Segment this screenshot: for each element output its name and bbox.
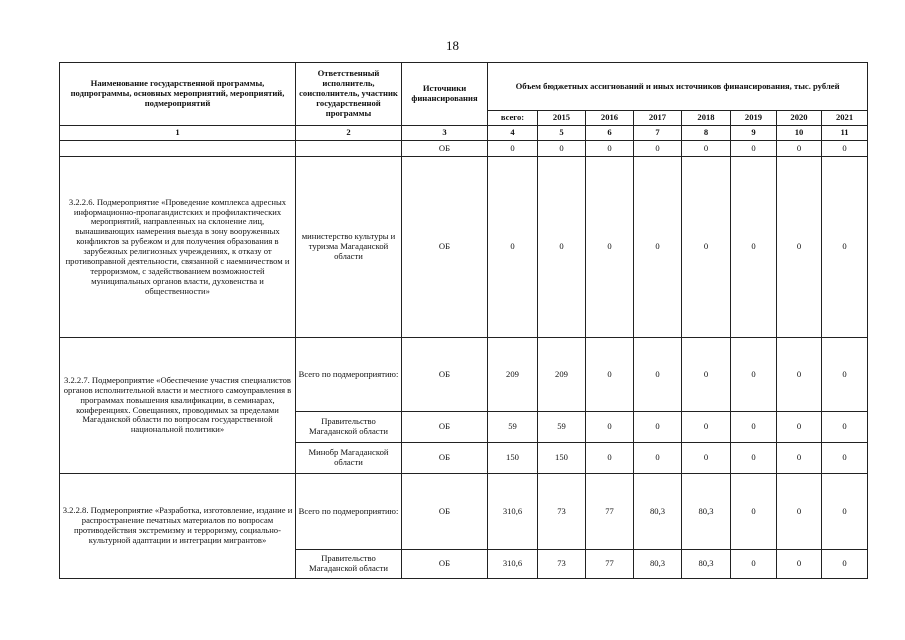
program-name-cell (60, 141, 296, 157)
executor-cell (296, 141, 402, 157)
value-cell: 0 (731, 141, 777, 157)
value-cell: 77 (586, 550, 634, 579)
value-cell: 73 (538, 474, 586, 550)
header-year-2017: 2017 (634, 111, 682, 126)
value-cell: 0 (634, 338, 682, 412)
value-cell: 0 (682, 157, 731, 338)
value-cell: 0 (777, 157, 822, 338)
program-name-cell: 3.2.2.8. Подмероприятие «Разработка, изготовление, издание и распространение печатных материалов по вопросам противодействия экстремизму и терроризму, социально-культурной адаптации и интеграции мигрантов» (60, 474, 296, 579)
value-cell: 0 (586, 443, 634, 474)
value-cell: 0 (682, 412, 731, 443)
budget-table (59, 62, 868, 579)
value-cell: 0 (586, 338, 634, 412)
value-cell: 209 (488, 338, 538, 412)
column-number: 2 (296, 126, 402, 141)
value-cell: 150 (488, 443, 538, 474)
header-year-2021: 2021 (822, 111, 868, 126)
value-cell: 0 (586, 141, 634, 157)
value-cell: 0 (822, 443, 868, 474)
column-number: 10 (777, 126, 822, 141)
value-cell: 0 (731, 474, 777, 550)
funding-source-cell: ОБ (402, 157, 488, 338)
value-cell: 0 (777, 443, 822, 474)
program-name-cell: 3.2.2.7. Подмероприятие «Обеспечение участия специалистов органов исполнительной власти и местного самоуправления в программах повышения квалификации, в семинарах, конференциях. Совещаниях, проводимых за пределами Магаданской области по вопросам государственной национальной политики» (60, 338, 296, 474)
funding-source-cell: ОБ (402, 412, 488, 443)
funding-source-cell: ОБ (402, 474, 488, 550)
header-budget-volume: Объем бюджетных ассигнований и иных источников финансирования, тыс. рублей (488, 63, 868, 111)
value-cell: 0 (488, 157, 538, 338)
value-cell: 0 (731, 338, 777, 412)
executor-cell: Минобр Магаданской области (296, 443, 402, 474)
value-cell: 0 (822, 474, 868, 550)
executor-cell: Всего по подмероприятию: (296, 338, 402, 412)
value-cell: 0 (777, 550, 822, 579)
value-cell: 0 (822, 550, 868, 579)
value-cell: 0 (682, 443, 731, 474)
value-cell: 0 (586, 412, 634, 443)
value-cell: 0 (731, 412, 777, 443)
value-cell: 80,3 (682, 474, 731, 550)
column-number: 7 (634, 126, 682, 141)
program-name-cell: 3.2.2.6. Подмероприятие «Проведение комплекса адресных информационно-пропагандистских и профилактических мероприятий, направленных на склонение лиц, вынашивающих намерения выезда в зону вооруженных конфликтов за рубежом и для получения образования в зарубежных религиозных учреждениях, к отказу от противоправной деятельности, связанной с наемничеством и терроризмом, с задействованием возможностей муниципальных органов власти, духовенства и общественности» (60, 157, 296, 338)
value-cell: 209 (538, 338, 586, 412)
header-year-2015: 2015 (538, 111, 586, 126)
value-cell: 0 (634, 412, 682, 443)
value-cell: 77 (586, 474, 634, 550)
value-cell: 59 (488, 412, 538, 443)
executor-cell: Правительство Магаданской области (296, 412, 402, 443)
value-cell: 80,3 (634, 550, 682, 579)
value-cell: 73 (538, 550, 586, 579)
header-funding-source: Источники финансирования (402, 63, 488, 126)
funding-source-cell: ОБ (402, 338, 488, 412)
value-cell: 0 (731, 550, 777, 579)
value-cell: 0 (822, 412, 868, 443)
column-number: 6 (586, 126, 634, 141)
value-cell: 0 (634, 443, 682, 474)
value-cell: 0 (822, 141, 868, 157)
header-year-total: всего: (488, 111, 538, 126)
value-cell: 0 (777, 474, 822, 550)
header-year-2020: 2020 (777, 111, 822, 126)
funding-source-cell: ОБ (402, 550, 488, 579)
column-number: 5 (538, 126, 586, 141)
value-cell: 0 (538, 157, 586, 338)
value-cell: 0 (634, 157, 682, 338)
value-cell: 0 (777, 412, 822, 443)
column-number: 11 (822, 126, 868, 141)
value-cell: 0 (777, 141, 822, 157)
header-program-name: Наименование государственной программы, подпрограммы, основных мероприятий, мероприятий, подмероприятий (60, 63, 296, 126)
value-cell: 0 (822, 338, 868, 412)
executor-cell: Правительство Магаданской области (296, 550, 402, 579)
value-cell: 0 (822, 157, 868, 338)
header-year-2016: 2016 (586, 111, 634, 126)
value-cell: 0 (682, 141, 731, 157)
column-number-row (60, 126, 868, 141)
value-cell: 0 (586, 157, 634, 338)
value-cell: 0 (488, 141, 538, 157)
value-cell: 0 (682, 338, 731, 412)
table-row (60, 474, 868, 550)
value-cell: 310,6 (488, 550, 538, 579)
table-row (60, 141, 868, 157)
header-year-2018: 2018 (682, 111, 731, 126)
value-cell: 80,3 (682, 550, 731, 579)
page-number: 18 (446, 38, 459, 53)
column-number: 1 (60, 126, 296, 141)
header-executor: Ответственный исполнитель, соисполнитель, участник государственной программы (296, 63, 402, 126)
funding-source-cell: ОБ (402, 141, 488, 157)
column-number: 8 (682, 126, 731, 141)
header-year-2019: 2019 (731, 111, 777, 126)
column-number: 3 (402, 126, 488, 141)
value-cell: 0 (731, 443, 777, 474)
value-cell: 80,3 (634, 474, 682, 550)
table-row (60, 157, 868, 338)
column-number: 4 (488, 126, 538, 141)
value-cell: 150 (538, 443, 586, 474)
value-cell: 0 (538, 141, 586, 157)
executor-cell: Всего по подмероприятию: (296, 474, 402, 550)
column-number: 9 (731, 126, 777, 141)
value-cell: 59 (538, 412, 586, 443)
funding-source-cell: ОБ (402, 443, 488, 474)
executor-cell: министерство культуры и туризма Магаданской области (296, 157, 402, 338)
value-cell: 0 (777, 338, 822, 412)
value-cell: 0 (634, 141, 682, 157)
value-cell: 0 (731, 157, 777, 338)
table-row (60, 338, 868, 412)
value-cell: 310,6 (488, 474, 538, 550)
